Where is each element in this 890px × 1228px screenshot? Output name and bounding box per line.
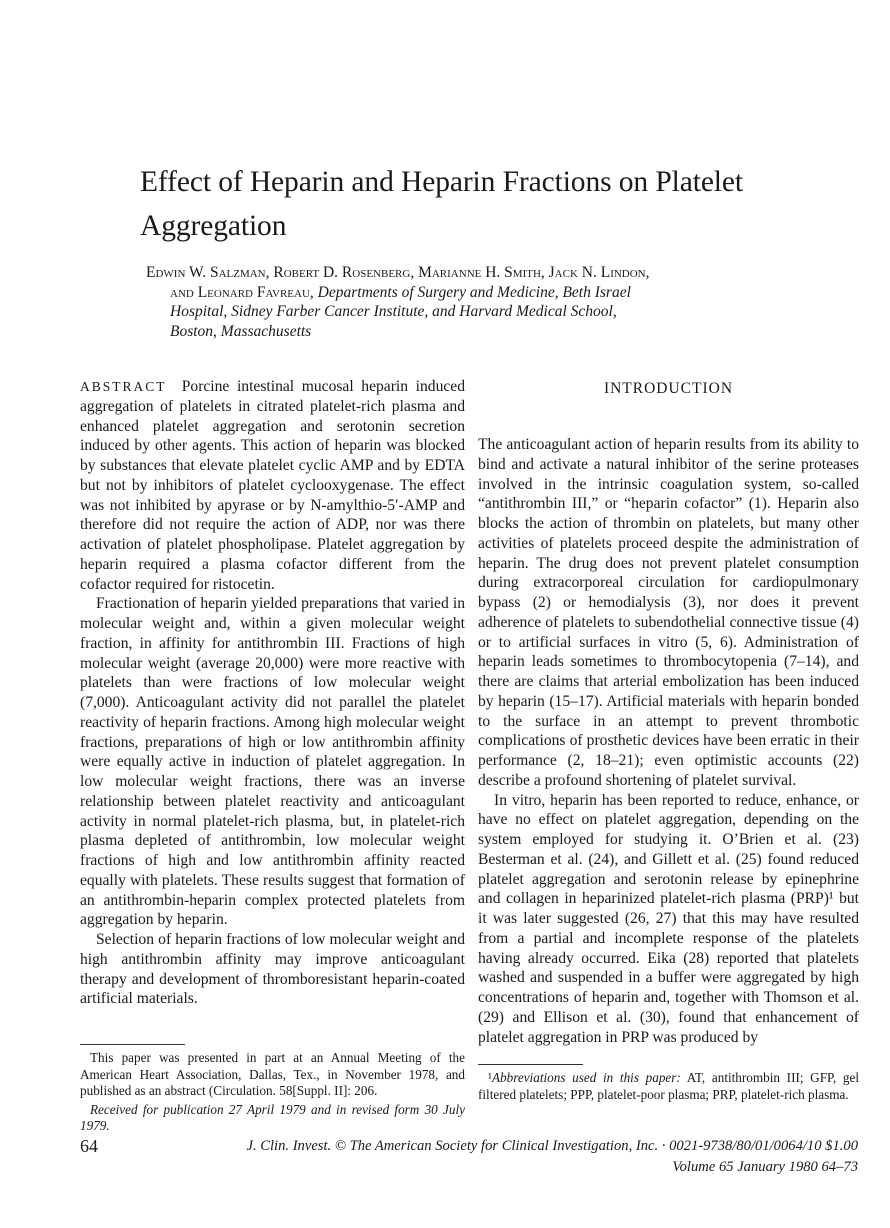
footnote-label: Abbreviations used in this paper: [491, 1070, 681, 1085]
abstract-column [80, 377, 465, 1009]
abstract-text-1: Porcine intestinal mucosal heparin induced aggregation of platelets in citrated platelet-rich plasma and enhanced platelet aggregation and serotonin secretion induced by other agents. This action of heparin was blocked by substances that elevate platelet cyclic AMP and by EDTA but not by inhibitors of platelet cyclooxygenase. The effect was not inhibited by apyrase or by N-amylthio-5′-AMP and therefore did not require the action of ADP, nor was there activation of platelet phospholipase. Platelet aggregation by heparin required a plasma cofactor different from the cofactor required for ristocetin. [80, 378, 466, 593]
page-number: 64 [80, 1136, 98, 1156]
footnote-divider-left [80, 1044, 185, 1045]
article-title: Effect of Heparin and Heparin Fractions on Platelet Aggregation [140, 166, 743, 242]
footnote-divider-right [478, 1064, 583, 1065]
footnotes-left [80, 1050, 465, 1137]
footnote-marker: ¹ [488, 1070, 492, 1085]
journal-footer [190, 1136, 858, 1177]
authors-line-2-names: and Leonard Favreau, [170, 283, 314, 301]
abstract-heading: ABSTRACT [80, 379, 167, 394]
journal-citation-line: J. Clin. Invest. © The American Society for Clinical Investigation, Inc. · 0021-9738/80/01/0064/10 $1.00 [246, 1138, 858, 1154]
affiliation-line-3: Boston, Massachusetts [170, 322, 312, 340]
abstract-paragraph-3: Selection of heparin fractions of low molecular weight and high antithrombin affinity may improve anticoagulant therapy and development of thromboresistant heparin-coated artificial materials. [80, 931, 465, 1008]
received-note: Received for publication 27 April 1979 and in revised form 30 July 1979. [80, 1101, 465, 1133]
affiliation-line-2: Hospital, Sidney Farber Cancer Institute, and Harvard Medical School, [170, 303, 617, 320]
abstract-paragraph-1 [80, 377, 465, 594]
introduction-column [478, 435, 859, 1047]
author-block [146, 263, 846, 341]
footnote-text: AT, antithrombin III; GFP, gel filtered platelets; PPP, platelet-poor plasma; PRP, platelet-rich plasma. [478, 1070, 859, 1102]
volume-line: Volume 65 January 1980 64–73 [672, 1159, 858, 1175]
affiliation-line-1: Departments of Surgery and Medicine, Beth Israel [317, 283, 631, 301]
authors-line-1: Edwin W. Salzman, Robert D. Rosenberg, Marianne H. Smith, Jack N. Lindon, [146, 264, 650, 281]
introduction-paragraph-2: In vitro, heparin has been reported to reduce, enhance, or have no effect on platelet aggregation, depending on the system employed for studying it. O’Brien et al. (23) Besterman et al. (24), and Gillett et al. (25) found reduced platelet aggregation and serotonin release by epinephrine and collagen in heparinized platelet-rich plasma (PRP)¹ but it was later suggested (26, 27) that this may have resulted from a partial and incomplete response of the platelets having already occurred. Eika (28) reported that platelets washed and suspended in a buffer were aggregated by high concentrations of heparin and, together with Thomson et al. (29) and Ellison et al. (30), found that enhancement of platelet aggregation in PRP was produced by [478, 791, 859, 1046]
abbreviations-footnote [478, 1070, 859, 1103]
abstract-paragraph-2: Fractionation of heparin yielded preparations that varied in molecular weight and, within a given molecular weight fraction, in affinity for antithrombin III. Fractions of high molecular weight (average 20,000) were more reactive with platelets than were fractions of low molecular weight (7,000). Anticoagulant activity did not parallel the platelet reactivity of heparin fractions. Among high molecular weight fractions, preparations of high or low antithrombin affinity were equally active in induction of platelet aggregation. In low molecular weight fractions, there was an inverse relationship between platelet reactivity and anticoagulant activity in normal platelet-rich plasma, but, in platelet-rich plasma depleted of antithrombin, low molecular weight fractions of high and low antithrombin affinity reacted equally with platelets. These results suggest that formation of an antithrombin-heparin complex protected platelets from aggregation by heparin. [80, 595, 465, 929]
presentation-note: This paper was presented in part at an Annual Meeting of the American Heart Association, Dallas, Tex., in November 1978, and published as an abstract (Circulation. 58[Suppl. II]: 206. [80, 1050, 465, 1098]
introduction-paragraph-1: The anticoagulant action of heparin results from its ability to bind and activate a natural inhibitor of the serine proteases involved in the intrinsic coagulation system, so-called “antithrombin III,” or “heparin cofactor” (1). Heparin also blocks the action of thrombin on platelets, but many other activities of platelets proceed despite the administration of heparin. The drug does not prevent platelet consumption during extracorporeal circulation for cardiopulmonary bypass (2) or hemodialysis (3), nor does it prevent adherence of platelets to subendothelial connective tissue (4) or to artificial surfaces in vitro (5, 6). Administration of heparin leads sometimes to thrombocytopenia (7–14), and there are claims that arterial embolization has been induced by heparin (15–17). Artificial materials with heparin bonded to the surface in an attempt to prevent thrombotic complications of prosthetic devices have been erratic in their performance (2, 18–21); even optimistic accounts (22) describe a profound shortening of platelet survival. [478, 436, 859, 789]
introduction-heading: INTRODUCTION [603, 380, 734, 397]
